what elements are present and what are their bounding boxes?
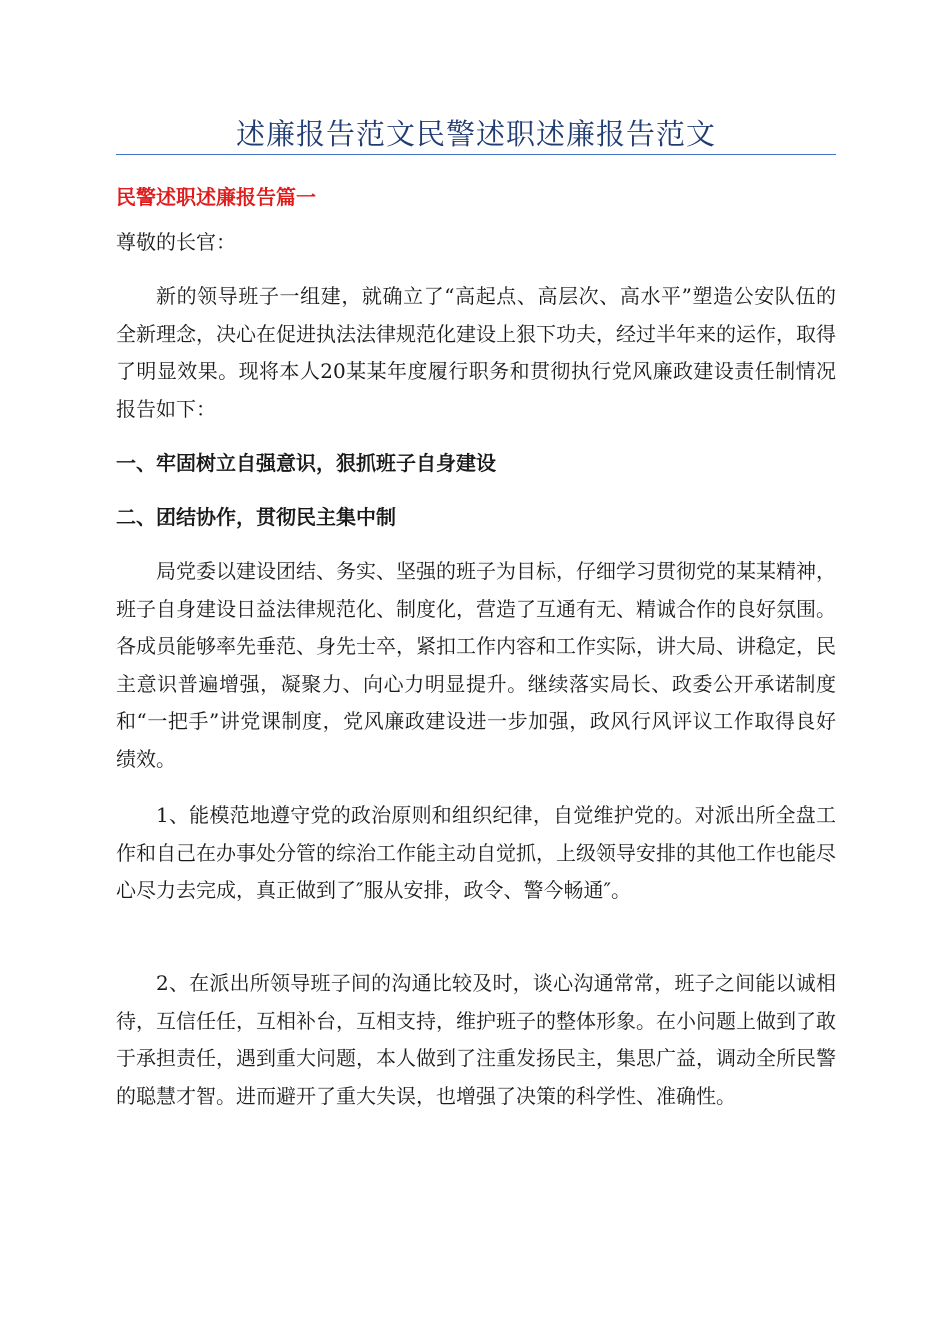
- paragraph-point-one: 1、能模范地遵守党的政治原则和组织纪律，自觉维护党的。对派出所全盘工作和自己在办事处分管的综治工作能主动自觉抓，上级领导安排的其他工作也能尽心尽力去完成，真正做到了″服从安排，政令、警今畅通″。: [116, 803, 836, 902]
- paragraph-point-two: 2、在派出所领导班子间的沟通比较及时，谈心沟通常常，班子之间能以诚相待，互信任任，互相补台，互相支持，维护班子的整体形象。在小问题上做到了敢于承担责任，遇到重大问题，本人做到了注重发扬民主，集思广益，调动全所民警的聪慧才智。进而避开了重大失误，也增强了决策的科学性、准确性。: [116, 971, 836, 1108]
- document-title: 述廉报告范文民警述职述廉报告范文: [235, 117, 716, 151]
- section-title: 民警述职述廉报告篇一: [116, 185, 316, 209]
- heading-two: 二、团结协作，贯彻民主集中制: [116, 505, 396, 529]
- heading-one: 一、牢固树立自强意识，狠抓班子自身建设: [116, 451, 496, 475]
- title-underline: [116, 154, 836, 155]
- salutation: 尊敬的长官：: [116, 230, 236, 254]
- document-page: [116, 0, 836, 1344]
- paragraph-unity: 局党委以建设团结、务实、坚强的班子为目标，仔细学习贯彻党的某某精神，班子自身建设日益法律规范化、制度化，营造了互通有无、精诚合作的良好氛围。各成员能够率先垂范、身先士卒，紧扣工作内容和工作实际，讲大局、讲稳定，民主意识普遍增强，凝聚力、向心力明显提升。继续落实局长、政委公开承诺制度和“一把手”讲党课制度，党风廉政建设进一步加强，政风行风评议工作取得良好绩效。: [116, 559, 836, 771]
- paragraph-intro: 新的领导班子一组建，就确立了“高起点、高层次、高水平”塑造公安队伍的全新理念，决心在促进执法法律规范化建设上狠下功夫，经过半年来的运作，取得了明显效果。现将本人20某某年度履行职务和贯彻执行党风廉政建设责任制情况报告如下：: [116, 284, 836, 421]
